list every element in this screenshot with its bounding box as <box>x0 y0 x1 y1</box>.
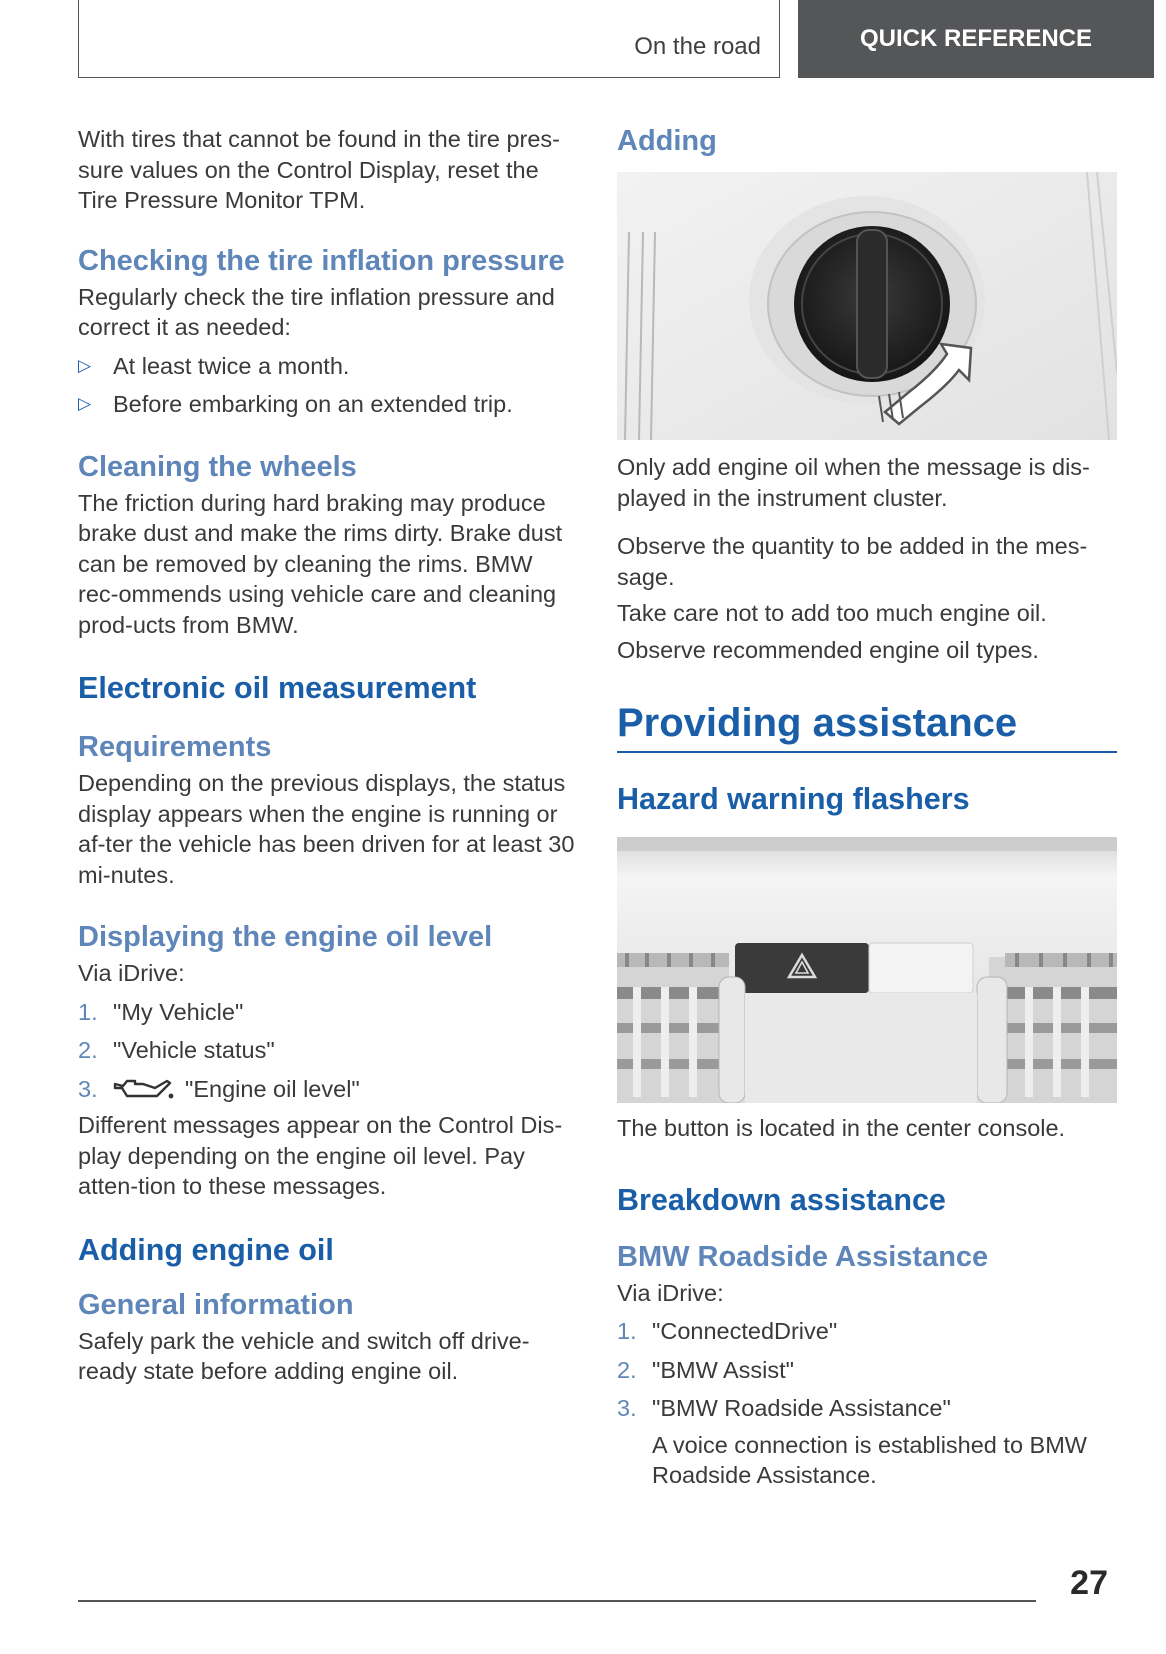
hazard-button-image <box>617 837 1117 1103</box>
quick-reference-tab[interactable] <box>798 0 1154 78</box>
quick-reference-label: QUICK REFERENCE <box>859 25 1093 52</box>
adding-text-1: Only add engine oil when the message is dis-played in the instrument cluster. <box>617 454 1090 511</box>
tpm-intro-text: With tires that cannot be found in the tire pres-sure values on the Control Display, reset the Tire Pressure Monitor TPM. <box>78 126 561 213</box>
list-item <box>78 997 578 1028</box>
oil-filler-cap-image <box>617 172 1117 440</box>
step-text: "BMW Roadside Assistance" <box>652 1395 951 1421</box>
bullet-text: At least twice a month. <box>113 352 350 379</box>
header-box <box>78 0 780 78</box>
step-number: 3. <box>617 1395 637 1421</box>
list-item <box>617 1355 1117 1386</box>
requirements-text: Depending on the previous displays, the status display appears when the engine is running or af-ter the vehicle has been driven for at least 30 mi-nutes. <box>78 770 575 888</box>
step-text: "Engine oil level" <box>185 1075 360 1102</box>
oil-can-icon <box>113 1074 175 1104</box>
adding-engine-oil-heading: Adding engine oil <box>78 1232 334 1267</box>
general-information-text: Safely park the vehicle and switch off drive-ready state before adding engine oil. <box>78 1327 530 1384</box>
checking-pressure-list <box>78 351 578 420</box>
adding-text-3: Take care not to add too much engine oil. <box>617 600 1047 626</box>
footer-rule <box>78 1600 1036 1602</box>
header-section-title: On the road <box>634 33 761 60</box>
adding-text-4: Observe recommended engine oil types. <box>617 636 1039 663</box>
list-item <box>78 389 578 420</box>
checking-pressure-text: Regularly check the tire inflation pressure and correct it as needed: <box>78 283 555 340</box>
via-idrive-text: Via iDrive: <box>617 1279 724 1306</box>
step-number: 1. <box>617 1318 637 1344</box>
electronic-oil-heading: Electronic oil measurement <box>78 671 477 705</box>
breakdown-heading: Breakdown assistance <box>617 1182 946 1217</box>
step-text: "Vehicle status" <box>113 1037 275 1063</box>
step-text: "My Vehicle" <box>113 998 244 1025</box>
left-column <box>78 124 578 1387</box>
checking-pressure-heading: Checking the tire inflation pressure <box>78 244 565 277</box>
roadside-heading: BMW Roadside Assistance <box>617 1240 989 1273</box>
right-column <box>617 124 1117 1491</box>
list-item <box>78 1035 578 1066</box>
adding-text-2: Observe the quantity to be added in the mes-sage. <box>617 533 1088 590</box>
step-number: 2. <box>617 1356 637 1383</box>
roadside-steps <box>617 1316 1117 1424</box>
requirements-heading: Requirements <box>78 731 272 763</box>
cleaning-wheels-text: The friction during hard braking may produce brake dust and make the rims dirty. Brake dust can be removed by cleaning the rims. BMW rec-ommends using vehicle care and cleaning prod-ucts from BMW. <box>78 489 563 638</box>
step-text: "BMW Assist" <box>652 1356 795 1383</box>
adding-heading: Adding <box>617 125 717 157</box>
list-item <box>78 1074 578 1105</box>
bullet-text: Before embarking on an extended trip. <box>113 391 513 417</box>
via-idrive-text: Via iDrive: <box>78 960 185 986</box>
triangle-bullet-icon: ▷ <box>78 355 92 375</box>
list-item <box>617 1393 1117 1424</box>
step-text: "ConnectedDrive" <box>652 1318 838 1344</box>
section-divider <box>617 751 1117 753</box>
step-number: 3. <box>78 1075 98 1102</box>
step-number: 2. <box>78 1037 98 1063</box>
general-information-heading: General information <box>78 1288 354 1321</box>
displaying-oil-heading: Displaying the engine oil level <box>78 921 493 953</box>
cleaning-wheels-heading: Cleaning the wheels <box>78 450 357 483</box>
triangle-bullet-icon: ▷ <box>78 394 92 413</box>
page-number: 27 <box>1070 1564 1108 1602</box>
displaying-oil-steps <box>78 997 578 1105</box>
list-item <box>78 351 578 382</box>
oil-messages-text: Different messages appear on the Control Dis-play depending on the engine oil level. Pay atten-tion to these messages. <box>78 1112 563 1199</box>
providing-assistance-heading: Providing assistance <box>617 701 1018 745</box>
step-3-detail: A voice connection is established to BMW Roadside Assistance. <box>652 1431 1087 1488</box>
hazard-heading: Hazard warning flashers <box>617 782 970 816</box>
step-number: 1. <box>78 998 98 1025</box>
hazard-caption: The button is located in the center console. <box>617 1115 1066 1141</box>
list-item <box>617 1316 1117 1347</box>
